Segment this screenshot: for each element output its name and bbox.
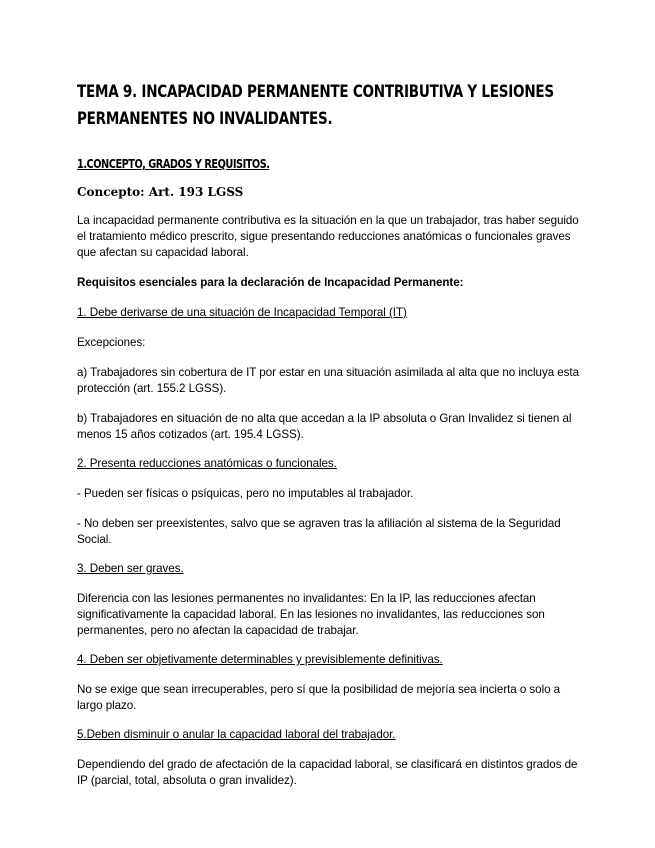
definition-paragraph: La incapacidad permanente contributiva es la situación en la que un trabajador, tras haber seguido el tratamiento médico prescrito, sigue presentando reducciones anatómicas o funcionales graves que afectan su capacidad laboral. [77, 214, 579, 259]
requirement-2: 2. Presenta reducciones anatómicas o funcionales. [77, 457, 337, 470]
requirement-3: 3. Deben ser graves. [77, 562, 184, 575]
requirement-1: 1. Debe derivarse de una situación de Incapacidad Temporal (IT) [77, 306, 407, 319]
exception-a: a) Trabajadores sin cobertura de IT por estar en una situación asimilada al alta que no incluya esta protección (art. 155.2 LGSS). [77, 366, 579, 395]
requirement-4-text: No se exige que sean irrecuperables, pero sí que la posibilidad de mejoría sea incierta o solo a largo plazo. [77, 683, 561, 712]
exceptions-label: Excepciones: [77, 336, 146, 349]
requirement-5-text: Dependiendo del grado de afectación de la capacidad laboral, se clasificará en distintos grados de IP (parcial, total, absoluta o gran invalidez). [77, 758, 578, 787]
requirement-2-point-b: - No deben ser preexistentes, salvo que se agraven tras la afiliación al sistema de la Seguridad Social. [77, 517, 561, 546]
document-title: TEMA 9. INCAPACIDAD PERMANENTE CONTRIBUTIVA Y LESIONES PERMANENTES NO INVALIDANTES. [77, 82, 554, 128]
section-heading: 1.CONCEPTO, GRADOS Y REQUISITOS. [77, 156, 270, 171]
concept-label: Concepto: Art. 193 LGSS [77, 185, 244, 199]
exception-b: b) Trabajadores en situación de no alta que accedan a la IP absoluta o Gran Invalidez si tienen al menos 15 años cotizados (art. 195.4 LGSS). [77, 412, 572, 441]
requirement-3-text: Diferencia con las lesiones permanentes no invalidantes: En la IP, las reducciones afectan significativamente la capacidad laboral. En las lesiones no invalidantes, las reducciones son permanentes, pero no afectan la capacidad de trabajar. [77, 592, 545, 637]
requirements-heading: Requisitos esenciales para la declaración de Incapacidad Permanente: [77, 276, 464, 289]
requirement-5: 5.Deben disminuir o anular la capacidad laboral del trabajador. [77, 728, 396, 741]
requirement-2-point-a: - Pueden ser físicas o psíquicas, pero no imputables al trabajador. [77, 487, 414, 500]
requirement-4: 4. Deben ser objetivamente determinables y previsiblemente definitivas. [77, 653, 443, 666]
document-body [77, 78, 582, 789]
